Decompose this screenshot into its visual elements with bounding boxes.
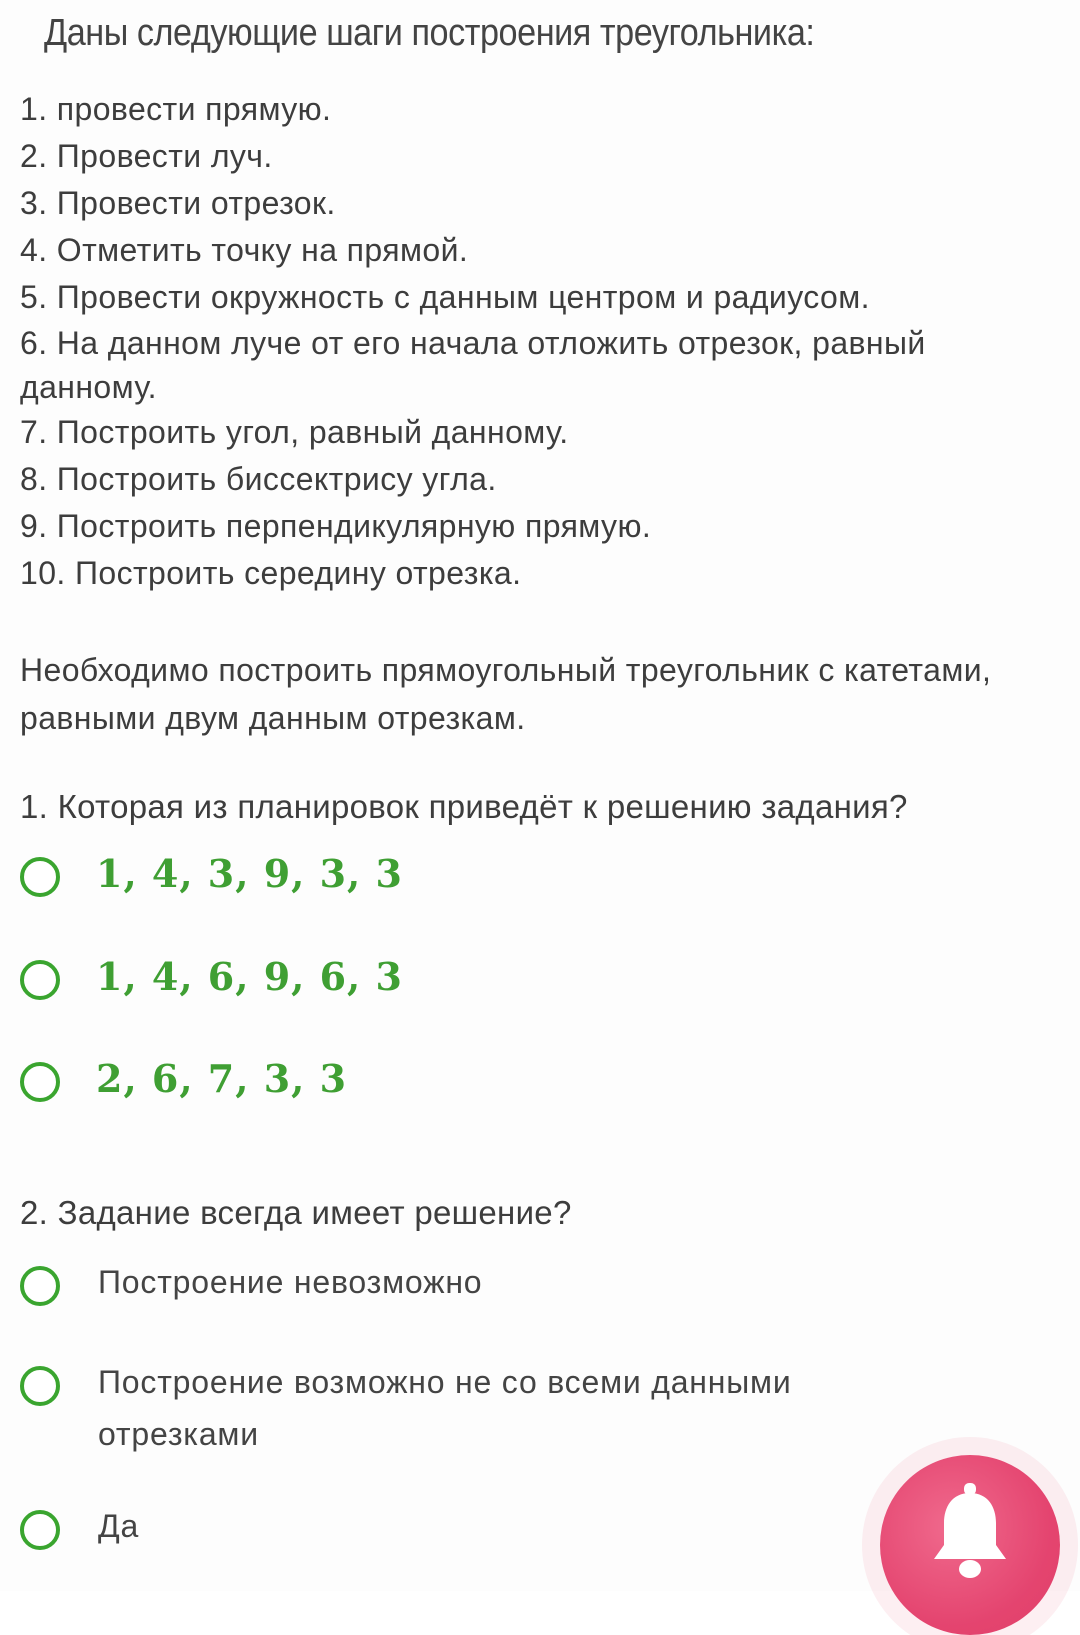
q2-option-2[interactable] — [20, 1366, 918, 1460]
q2-option-2-label: Построение возможно не со всеми данными отрезками — [98, 1364, 792, 1452]
radio-button[interactable] — [20, 1266, 60, 1306]
question-2-text: 2. Задание всегда имеет решение? — [20, 1194, 572, 1231]
step-6: 6. На данном луче от его начала отложить отрезок, равный данному. — [20, 325, 926, 405]
q2-option-3[interactable] — [20, 1510, 918, 1552]
step-9: 9. Построить перпендикулярную прямую. — [20, 508, 652, 544]
step-8: 8. Построить биссектрису угла. — [20, 461, 497, 497]
q1-option-1[interactable] — [20, 851, 403, 897]
step-1: 1. провести прямую. — [20, 91, 332, 127]
q2-option-1[interactable] — [20, 1266, 918, 1308]
q2-option-3-label: Да — [98, 1508, 140, 1544]
radio-button[interactable] — [20, 1062, 60, 1102]
step-3: 3. Провести отрезок. — [20, 185, 336, 221]
task-description: Необходимо построить прямоугольный треугольник с катетами, равными двум данным отрезкам. — [20, 652, 992, 736]
step-5: 5. Провести окружность с данным центром и радиусом. — [20, 279, 870, 315]
step-4: 4. Отметить точку на прямой. — [20, 232, 469, 268]
radio-button[interactable] — [20, 1510, 60, 1550]
radio-button[interactable] — [20, 1366, 60, 1406]
q1-option-3[interactable] — [20, 1056, 348, 1102]
radio-button[interactable] — [20, 857, 60, 897]
q1-option-2[interactable] — [20, 954, 403, 1000]
q1-option-3-label: 2, 6, 7, 3, 3 — [96, 1056, 348, 1101]
question-1-text: 1. Которая из планировок приведёт к решению задания? — [20, 788, 908, 825]
q1-option-1-label: 1, 4, 3, 9, 3, 3 — [96, 851, 403, 896]
step-7: 7. Построить угол, равный данному. — [20, 414, 569, 450]
step-2: 2. Провести луч. — [20, 138, 273, 174]
q1-option-2-label: 1, 4, 6, 9, 6, 3 — [96, 954, 403, 999]
page-title: Даны следующие шаги построения треугольника: — [44, 12, 815, 54]
bell-icon — [928, 1483, 1012, 1583]
notification-button[interactable] — [880, 1455, 1060, 1635]
construction-steps-list — [20, 86, 1060, 597]
radio-button[interactable] — [20, 960, 60, 1000]
step-10: 10. Построить середину отрезка. — [20, 555, 522, 591]
q2-option-1-label: Построение невозможно — [98, 1264, 483, 1300]
